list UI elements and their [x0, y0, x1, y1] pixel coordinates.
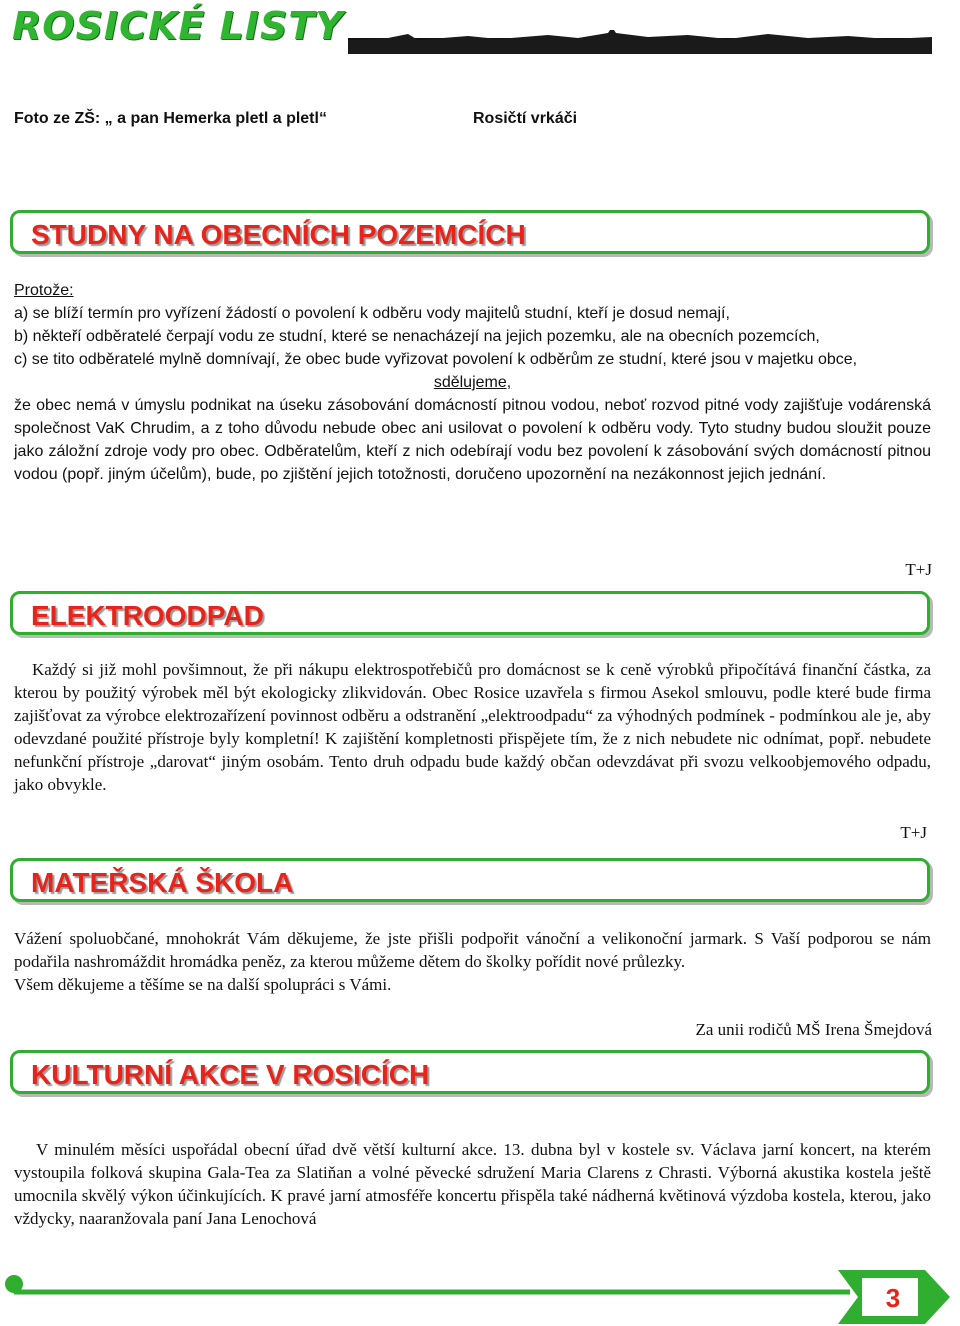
section-heading: MATEŘSKÁ ŠKOLA: [31, 867, 294, 898]
section-banner-kulturni-akce: [10, 1050, 930, 1094]
paragraph: že obec nemá v úmyslu podnikat na úseku zásobování domácností pitnou vodou, neboť rozvod pitné vody zajišťuje vodárenská společnost VaK Chrudim, a z toho důvodu nebude obec ani usilovat o povolení k odběru vody. Tyto studny budou sloužit pouze jako záložní zdroje vody pro obec. Odběratelům, kteří z nich odebírají vodu bez povolení k zásobování svých domácností pitnou vodou (popř. jiným účelům), bude, po zjištění jejich totožnosti, doručeno upozornění na nezákonnost jejich jednání.: [14, 397, 931, 483]
section-text-kulturni-akce: [14, 1138, 931, 1230]
signature: Za unii rodičů MŠ Irena Šmejdová: [695, 1020, 932, 1039]
section-text-elektroodpad: [14, 658, 931, 796]
signature: T+J: [905, 560, 932, 579]
intro-line: Protože:: [14, 282, 74, 299]
section-heading: KULTURNÍ AKCE V ROSICÍCH: [31, 1059, 430, 1090]
signature: T+J: [900, 823, 927, 842]
section-heading: STUDNY NA OBECNÍCH POZEMCÍCH: [31, 219, 526, 250]
section-text-studny: [14, 279, 931, 486]
section-banner-materska-skola: [10, 858, 930, 902]
section-banner-studny: [10, 210, 930, 254]
photo-caption-right: Rosičtí vrkáči: [473, 110, 578, 127]
point-a: a) se blíží termín pro vyřízení žádostí o povolení k odběru vody majitelů studní, kteří je dosud nemají,: [14, 305, 730, 322]
photo-caption-left: Foto ze ZŠ: „ a pan Hemerka pletl a pletl“: [14, 110, 327, 127]
section-heading: ELEKTROODPAD: [31, 600, 264, 631]
page-number: 3: [885, 1283, 901, 1313]
footer-decoration: [0, 1262, 960, 1326]
point-c: c) se tito odběratelé mylně domnívají, že obec bude vyřizovat povolení k odběrům ze studní, které jsou v majetku obce,: [14, 351, 858, 368]
section-text-materska-skola: [14, 927, 931, 996]
point-b: b) někteří odběratelé čerpají vodu ze studní, které se nenacházejí na jejich pozemku, ale na obecních pozemcích,: [14, 328, 820, 345]
masthead: [0, 0, 960, 60]
masthead-title: ROSICKÉ LISTY: [12, 4, 344, 48]
masthead-skyline-band: [348, 30, 932, 54]
section-banner-elektroodpad: [10, 591, 930, 635]
paragraph: Každý si již mohl povšimnout, že při nákupu elektrospotřebičů pro domácnost se k ceně výrobků připočítává finanční částka, za kterou by použitý výrobek měl být ekologicky zlikvidován. Obec Rosice uzavřela s firmou Asekol smlouvu, podle které bude firma zajišťovat za výrobce elektrozařízení povinnost odběru a odstranění „elektroodpadu“ za výhodných podmínek - podmínkou ale je, aby odevzdané použité přístroje byly kompletní! K zajištění kompletnosti přispějete tím, že z nich nebudete nic odnímat, popř. nebudete nefunkční přístroje „darovat“ jiným osobám. Tento druh odpadu bude každý občan odevzdávat při svozu velkoobjemového odpadu, jako obvykle.: [14, 660, 931, 794]
photo-captions: [14, 110, 578, 128]
announce-line: sdělujeme,: [433, 374, 512, 391]
paragraph: V minulém měsíci uspořádal obecní úřad dvě větší kulturní akce. 13. dubna byl v kostele sv. Václava jarní koncert, na kterém vystoupila folková skupina Gala-Tea za Slatiňan a volné pěvecké sdružení Maria Clarens z Chrasti. Výborná akustika kostela ještě umocnila skvělý výkon účinkujících. K pravé jarní atmosféře koncertu přispěla také nádherná květinová výzdoba kostela, kterou, jako vždycky, naaranžovala paní Jana Lenochová: [14, 1140, 931, 1228]
paragraph: Vážení spoluobčané, mnohokrát Vám děkujeme, že jste přišli podpořit vánoční a velikonoční jarmark. S Vaší podporou se nám podařila nashromáždit hromádka peněz, za kterou můžeme dětem do školky pořídit nové průlezky.: [14, 929, 931, 971]
thanks-line: Všem děkujeme a těšíme se na další spolupráci s Vámi.: [14, 975, 392, 994]
